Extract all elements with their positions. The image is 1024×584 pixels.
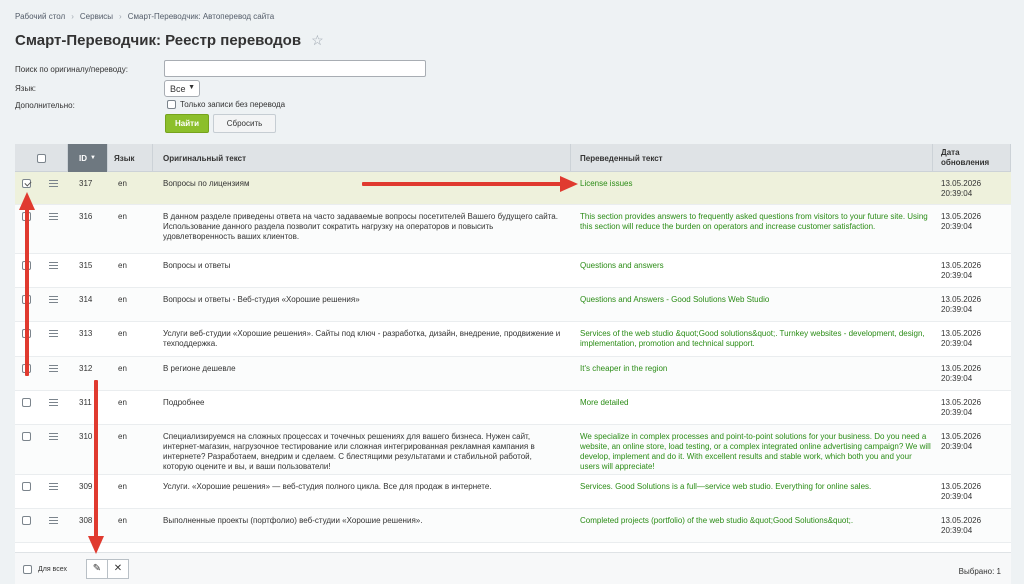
row-date-time: 20:39:04	[941, 408, 973, 417]
menu-icon[interactable]	[49, 330, 58, 337]
row-date	[941, 516, 1007, 536]
annotation-arrow-horizontal	[362, 182, 562, 186]
row-date-time: 20:39:04	[941, 339, 973, 348]
language-select[interactable]	[164, 80, 200, 97]
row-original-text: Специализируемся на сложных процессах и точечных решениях для вашего бизнеса. Нужен сайт, интернет-магазин, нагрузочное тестирование или сложная интегрированная рекламная кампания в интернете? Разработаем, внедрим и сделаем. С блестящими результатами и стабильной работой, которую оцените и вы, и ваши пользователи!	[163, 432, 535, 471]
search-input[interactable]	[164, 60, 426, 77]
apply-to-all-checkbox[interactable]	[23, 565, 32, 574]
row-id: 314	[79, 295, 93, 304]
row-original-text: Вопросы и ответы - Веб-студия «Хорошие решения»	[163, 295, 360, 304]
row-translated-text[interactable]: This section provides answers to frequently asked questions from visitors to your future site. Using this section will reduce the burden on operators and increase customer satisfaction.	[580, 212, 928, 231]
row-translated-text[interactable]: Services. Good Solutions is a full—service web studio. Everything for online sales.	[580, 482, 872, 491]
row-checkbox[interactable]	[22, 179, 31, 188]
star-icon[interactable]: ☆	[311, 32, 324, 48]
row-lang: en	[118, 179, 127, 188]
row-date	[941, 364, 1007, 384]
reset-button[interactable]: Сбросить	[213, 114, 276, 133]
row-date	[941, 398, 1007, 418]
row-date-time: 20:39:04	[941, 189, 973, 198]
language-label: Язык:	[15, 84, 36, 93]
column-header-lang[interactable]: Язык	[108, 144, 153, 172]
table-header	[15, 144, 1011, 172]
breadcrumb	[15, 12, 274, 21]
row-lang: en	[118, 212, 127, 221]
only-untranslated-option	[167, 100, 285, 109]
row-original-text: Вопросы и ответы	[163, 261, 231, 270]
delete-button[interactable]	[107, 559, 129, 579]
row-date-time: 20:39:04	[941, 374, 973, 383]
row-id: 310	[79, 432, 93, 441]
row-translated-text[interactable]: We specialize in complex processes and point-to-point solutions for your business. Do you need a website, an online store, load testing, or a complex integrated online advertising campaign? We will develop, implement and do it. With excellent results and stable work, which both you and your users will appreciate!	[580, 432, 931, 471]
only-untranslated-checkbox[interactable]	[167, 100, 176, 109]
row-original-text: В данном разделе приведены ответа на часто задаваемые вопросы посетителей Вашего будущего сайта. Использование данного раздела позволит сократить нагрузку на операторов и повысить удовлетворенность ваших клиентов.	[163, 212, 558, 241]
table-row[interactable]	[15, 509, 1011, 543]
select-all-checkbox[interactable]	[37, 154, 46, 163]
row-translated-text[interactable]: Completed projects (portfolio) of the web studio &quot;Good Solutions&quot;.	[580, 516, 854, 525]
apply-to-all-label: Для всех	[38, 566, 67, 573]
row-date-time: 20:39:04	[941, 271, 973, 280]
row-date-time: 20:39:04	[941, 526, 973, 535]
row-date-day: 13.05.2026	[941, 482, 982, 491]
page-title: Смарт-Переводчик: Реестр переводов	[15, 32, 302, 49]
row-original-text: В регионе дешевле	[163, 364, 236, 373]
menu-icon[interactable]	[49, 180, 58, 187]
row-id: 313	[79, 329, 93, 338]
row-translated-text[interactable]: Questions and Answers - Good Solutions Web Studio	[580, 295, 770, 304]
row-translated-text[interactable]: License issues	[580, 179, 633, 188]
row-date-time: 20:39:04	[941, 222, 973, 231]
chevron-down-icon: ▼	[188, 84, 195, 91]
column-header-original[interactable]: Оригинальный текст	[153, 144, 571, 172]
row-lang: en	[118, 516, 127, 525]
menu-icon[interactable]	[49, 262, 58, 269]
edit-button[interactable]	[86, 559, 108, 579]
table-row[interactable]	[15, 254, 1011, 288]
row-id: 309	[79, 482, 93, 491]
row-original-text: Вопросы по лицензиям	[163, 179, 250, 188]
row-lang: en	[118, 329, 127, 338]
language-select-value: Все	[170, 84, 186, 94]
table-row[interactable]	[15, 391, 1011, 425]
row-id: 315	[79, 261, 93, 270]
page-title-row	[15, 32, 324, 49]
breadcrumb-item-current[interactable]: Смарт-Переводчик: Автоперевод сайта	[127, 12, 275, 21]
translations-table	[15, 144, 1011, 584]
row-date	[941, 432, 1007, 452]
row-date	[941, 482, 1007, 502]
row-date-day: 13.05.2026	[941, 212, 982, 221]
selected-count: Выбрано: 1	[958, 567, 1001, 576]
row-checkbox[interactable]	[22, 482, 31, 491]
annotation-arrowhead-down	[88, 536, 104, 554]
row-id: 308	[79, 516, 93, 525]
table-row[interactable]	[15, 357, 1011, 391]
menu-icon[interactable]	[49, 213, 58, 220]
row-date	[941, 261, 1007, 281]
row-date	[941, 329, 1007, 349]
menu-icon[interactable]	[49, 483, 58, 490]
search-label: Поиск по оригиналу/переводу:	[15, 65, 128, 74]
find-button[interactable]: Найти	[165, 114, 209, 133]
sort-desc-icon: ▼	[90, 155, 96, 161]
row-date-day: 13.05.2026	[941, 516, 982, 525]
annotation-arrow-vertical-right	[94, 380, 98, 540]
menu-icon[interactable]	[49, 433, 58, 440]
row-lang: en	[118, 398, 127, 407]
row-translated-text[interactable]: Services of the web studio &quot;Good solutions&quot;. Turnkey websites - development, design, implementation, promotion and technical support.	[580, 329, 925, 348]
row-id: 312	[79, 364, 93, 373]
row-date	[941, 295, 1007, 315]
row-lang: en	[118, 261, 127, 270]
row-date-day: 13.05.2026	[941, 329, 982, 338]
table-row[interactable]	[15, 425, 1011, 475]
column-header-id[interactable]	[68, 144, 108, 172]
close-icon: ✕	[113, 563, 123, 574]
row-checkbox[interactable]	[22, 398, 31, 407]
column-header-date[interactable]	[933, 144, 1011, 172]
row-date-day: 13.05.2026	[941, 398, 982, 407]
row-translated-text[interactable]: It's cheaper in the region	[580, 364, 668, 373]
row-original-text: Услуги веб-студии «Хорошие решения». Сайты под ключ - разработка, дизайн, внедрение, продвижение и техподдержка.	[163, 329, 561, 348]
extra-label: Дополнительно:	[15, 101, 75, 110]
menu-icon[interactable]	[49, 517, 58, 524]
row-date-time: 20:39:04	[941, 442, 973, 451]
menu-icon[interactable]	[49, 399, 58, 406]
row-date-time: 20:39:04	[941, 492, 973, 501]
row-date	[941, 212, 1007, 232]
table-row[interactable]	[15, 172, 1011, 205]
chevron-right-icon: ›	[119, 12, 122, 21]
row-original-text: Выполненные проекты (портфолио) веб-студии «Хорошие решения».	[163, 516, 423, 525]
row-id: 317	[79, 179, 93, 188]
row-lang: en	[118, 432, 127, 441]
chevron-right-icon: ›	[71, 12, 74, 21]
annotation-arrowhead-up	[19, 192, 35, 210]
column-header-id-label: ID	[79, 153, 88, 163]
row-lang: en	[118, 482, 127, 491]
row-date-day: 13.05.2026	[941, 432, 982, 441]
row-date-time: 20:39:04	[941, 305, 973, 314]
column-header-translated[interactable]: Переведенный текст	[571, 144, 933, 172]
row-original-text: Подробнее	[163, 398, 205, 407]
row-lang: en	[118, 364, 127, 373]
table-row[interactable]	[15, 288, 1011, 322]
row-date-day: 13.05.2026	[941, 364, 982, 373]
row-translated-text[interactable]: More detailed	[580, 398, 629, 407]
annotation-arrowhead-right	[560, 176, 578, 192]
breadcrumb-item-services[interactable]: Сервисы	[79, 12, 114, 21]
menu-icon[interactable]	[49, 365, 58, 372]
row-id: 311	[79, 398, 92, 407]
table-row[interactable]	[15, 322, 1011, 357]
column-header-date-label: Дата обновления	[941, 148, 990, 167]
table-row[interactable]	[15, 205, 1011, 254]
select-all-footer	[23, 565, 67, 574]
header-checkbox-cell	[15, 144, 68, 172]
row-id: 316	[79, 212, 93, 221]
row-original-text: Услуги. «Хорошие решения» — веб-студия полного цикла. Все для продаж в интернете.	[163, 482, 492, 491]
row-date	[941, 179, 1007, 199]
row-checkbox[interactable]	[22, 516, 31, 525]
row-lang: en	[118, 295, 127, 304]
annotation-arrow-vertical-left	[25, 208, 29, 376]
row-date-day: 13.05.2026	[941, 295, 982, 304]
menu-icon[interactable]	[49, 296, 58, 303]
row-translated-text[interactable]: Questions and answers	[580, 261, 664, 270]
breadcrumb-item-desktop[interactable]: Рабочий стол	[15, 12, 66, 21]
row-date-day: 13.05.2026	[941, 261, 982, 270]
grid-footer	[15, 552, 1011, 584]
table-row[interactable]	[15, 475, 1011, 509]
pencil-icon: ✎	[92, 563, 102, 574]
only-untranslated-label[interactable]: Только записи без перевода	[180, 100, 286, 109]
row-checkbox[interactable]	[22, 432, 31, 441]
row-date-day: 13.05.2026	[941, 179, 982, 188]
